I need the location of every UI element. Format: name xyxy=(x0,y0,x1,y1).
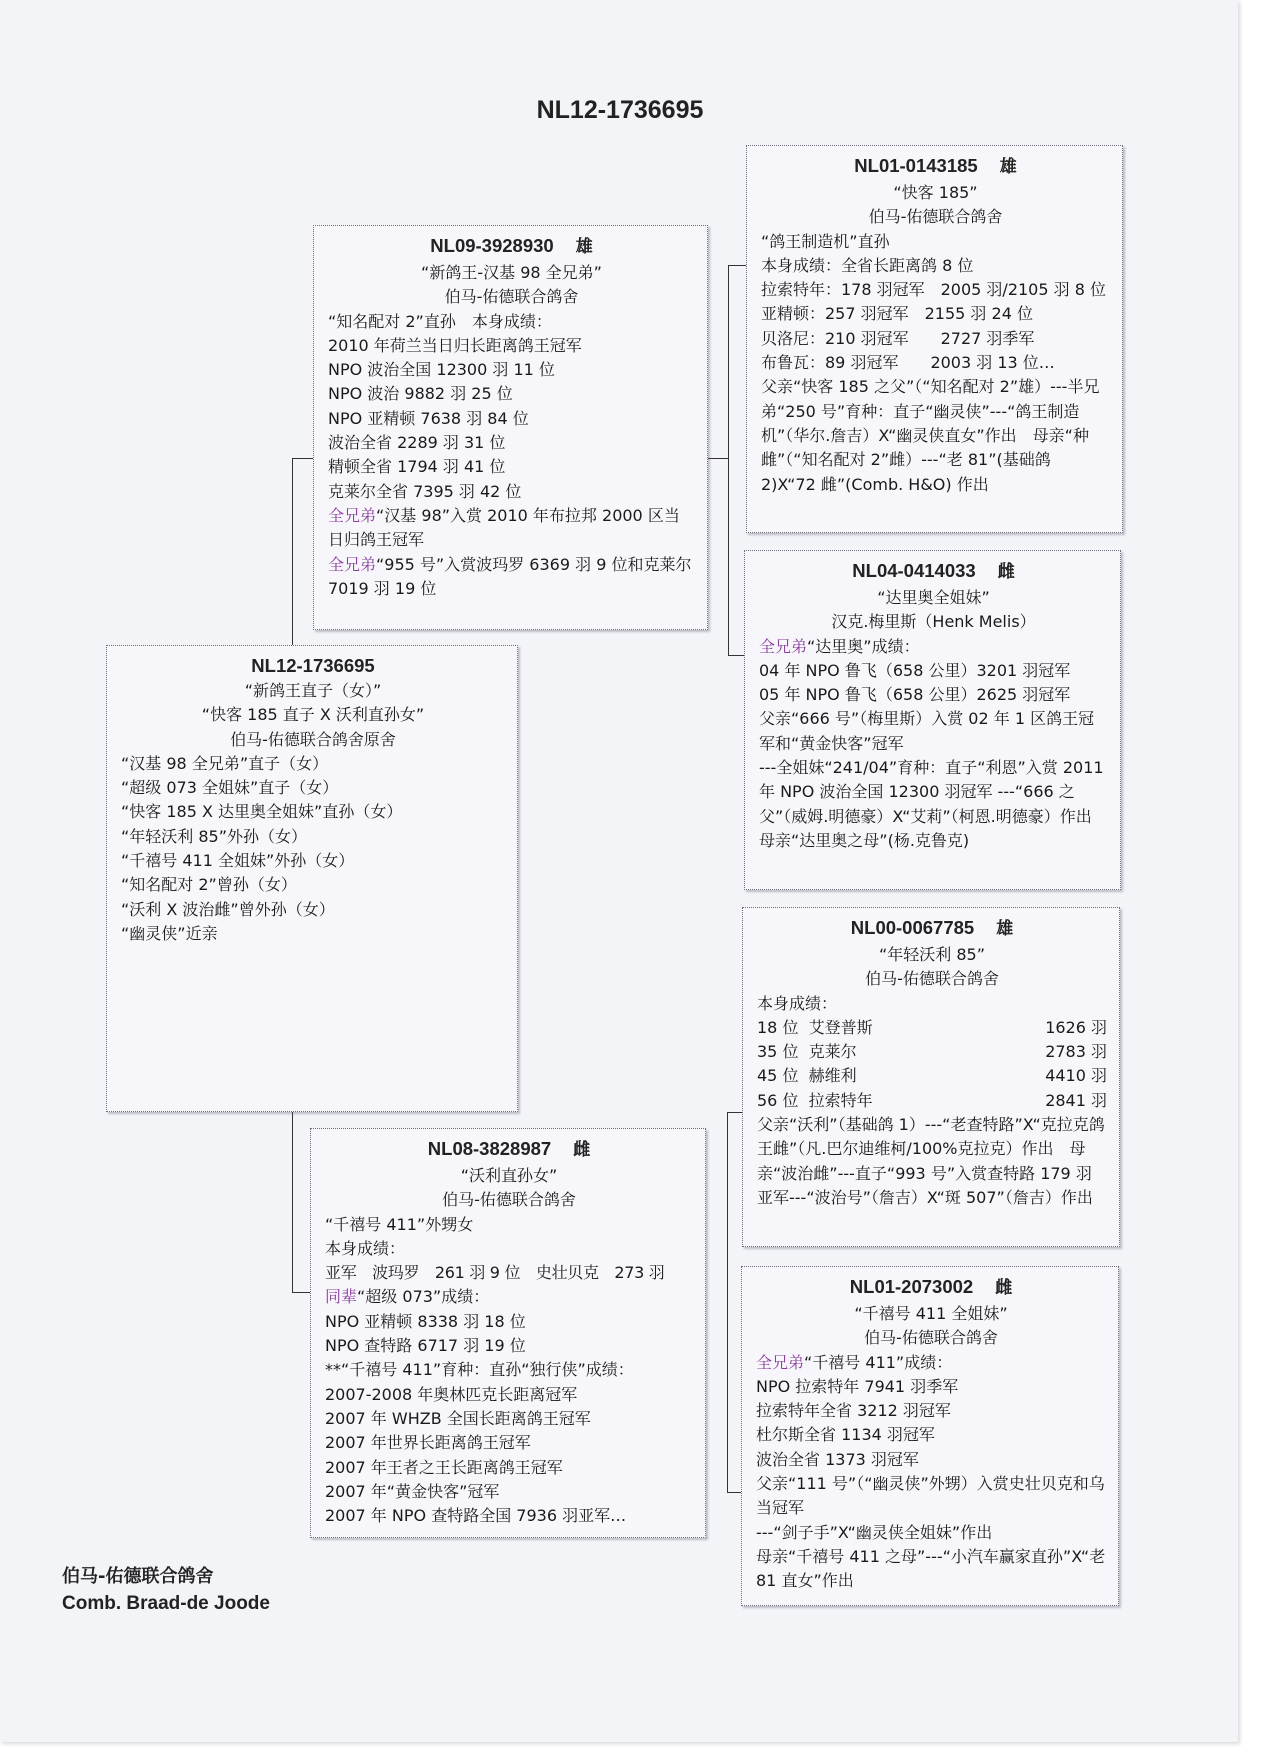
connector-subject-dam-horizontal xyxy=(292,1292,310,1293)
dam-dam-sibling-result xyxy=(756,1351,1106,1375)
dam-sex: 雌 xyxy=(573,1140,591,1160)
subject-line: “超级 073 全姐妹”直子（女） xyxy=(121,778,339,798)
race-birds: 4410 羽 xyxy=(1045,1066,1107,1086)
dam-sibling-label: 同辈 xyxy=(325,1287,358,1307)
connector-subject-sire-vertical xyxy=(292,458,293,645)
dam-line: **“千禧号 411”育种：直孙“独行侠”成绩： xyxy=(325,1360,634,1380)
sire-card xyxy=(313,225,708,630)
subject-ring-number: NL12-1736695 xyxy=(251,655,375,676)
dam-sire-ring-number: NL00-0067785 xyxy=(850,917,975,938)
sire-line: NPO 波治 9882 羽 25 位 xyxy=(328,384,513,404)
dam-line: 2007-2008 年奥林匹克长距离冠军 xyxy=(325,1384,578,1404)
sire-line: NPO 亚精顿 7638 羽 84 位 xyxy=(328,408,529,428)
breeder-name-en: Comb. Braad-de Joode xyxy=(62,1593,270,1614)
dam-dam-ring-number: NL01-2073002 xyxy=(849,1276,974,1297)
race-result-row xyxy=(757,1016,1107,1040)
dam-dam-card xyxy=(741,1266,1119,1606)
race-result-row xyxy=(757,1064,1107,1088)
race-position: 56 位 xyxy=(757,1090,799,1110)
sire-sire-owner: 伯马-佑德联合鸽舍 xyxy=(868,207,1003,227)
sire-sire-ring-number: NL01-0143185 xyxy=(854,155,978,176)
dam-dam-name: “千禧号 411 全姐妹” xyxy=(854,1304,1008,1323)
sire-ring-number: NL09-3928930 xyxy=(430,235,554,256)
page-title: NL12-1736695 xyxy=(536,96,704,124)
sire-owner: 伯马-佑德联合鸽舍 xyxy=(444,287,579,307)
subject-line: “沃利 X 波治雌”曾外孙（女） xyxy=(121,899,335,919)
breeder-signature xyxy=(62,1563,270,1617)
dam-dam-line: ---“剑子手”X“幽灵侠全姐妹”作出 xyxy=(756,1522,993,1542)
dam-dam-owner: 伯马-佑德联合鸽舍 xyxy=(864,1328,998,1348)
race-name: 赫维利 xyxy=(808,1066,857,1086)
connector-sire-parents-vertical xyxy=(728,265,729,655)
sire-sibling-result xyxy=(328,553,695,602)
sire-sire-name: “快客 185” xyxy=(893,183,978,202)
sire-name: “新鸽王-汉基 98 全兄弟” xyxy=(421,263,602,282)
connector-subject-sire-horizontal xyxy=(292,458,313,459)
sire-line: 波治全省 2289 羽 31 位 xyxy=(328,433,506,453)
sire-dam-name: “达里奥全姐妹” xyxy=(877,588,990,607)
dam-sire-results-intro: 本身成绩： xyxy=(757,993,838,1013)
sire-dam-sibling-text: “达里奥”成绩： xyxy=(807,636,920,656)
sire-sibling-text: “955 号”入赏波玛罗 6369 羽 9 位和克莱尔 7019 羽 19 位 xyxy=(328,554,692,598)
sire-line: 2010 年荷兰当日归长距离鸽王冠军 xyxy=(328,335,582,355)
dam-dam-sibling-label: 全兄弟 xyxy=(756,1352,805,1372)
dam-line: 2007 年世界长距离鸽王冠军 xyxy=(325,1433,531,1453)
sire-sire-pedigree: 父亲“快客 185 之父”（“知名配对 2”雄）---半兄弟“250 号”育种：直子“幽灵侠”---“鸽王制造机”（华尔.詹吉）X“幽灵侠直女”作出 母亲“种雌”（“知名配对 2”雌）---“老 81”(基础鸽 2)X“72 雌”(Comb. H&O) 作出 xyxy=(761,377,1100,494)
connector-ss-horizontal xyxy=(728,265,746,266)
subject-line: “知名配对 2”曾孙（女） xyxy=(121,875,297,895)
sire-sibling-label: 全兄弟 xyxy=(328,505,377,525)
dam-line: 2007 年 NPO 查特路全国 7936 羽亚军… xyxy=(325,1506,627,1526)
dam-name: “沃利直孙女” xyxy=(460,1166,558,1185)
sire-dam-sibling-result xyxy=(759,635,1108,659)
sire-dam-line: 04 年 NPO 鲁飞（658 公里）3201 羽冠军 xyxy=(759,660,1071,680)
sire-dam-sex: 雌 xyxy=(997,562,1015,582)
dam-dam-line: 父亲“111 号”（“幽灵侠”外甥）入赏史壮贝克和乌当冠军 xyxy=(756,1474,1105,1518)
subject-line: “幽灵侠”近亲 xyxy=(121,923,218,943)
sire-dam-line: 05 年 NPO 鲁飞（658 公里）2625 羽冠军 xyxy=(759,685,1071,705)
sire-sibling-text: “汉基 98”入赏 2010 年布拉邦 2000 区当日归鸽王冠军 xyxy=(328,505,680,550)
race-position: 45 位 xyxy=(757,1066,799,1086)
dam-dam-line: NPO 拉索特年 7941 羽季军 xyxy=(756,1376,959,1396)
dam-ring-number: NL08-3828987 xyxy=(427,1138,552,1159)
dam-sire-sex: 雄 xyxy=(996,919,1014,939)
race-result-row xyxy=(757,1089,1107,1113)
dam-card xyxy=(310,1128,706,1538)
subject-card xyxy=(106,645,518,1112)
race-name: 艾登普斯 xyxy=(808,1017,873,1037)
dam-line: 2007 年王者之王长距离鸽王冠军 xyxy=(325,1457,563,1477)
race-position: 35 位 xyxy=(757,1042,799,1062)
sire-sibling-result xyxy=(328,504,695,553)
dam-owner: 伯马-佑德联合鸽舍 xyxy=(442,1190,576,1210)
sire-dam-ring-number: NL04-0414033 xyxy=(852,560,976,581)
dam-dam-sex: 雌 xyxy=(995,1278,1013,1298)
dam-line: 本身成绩： xyxy=(325,1238,406,1258)
subject-name: “新鸽王直子（女）” xyxy=(244,681,382,700)
dam-line: NPO 查特路 6717 羽 19 位 xyxy=(325,1336,526,1356)
dam-line: “千禧号 411”外甥女 xyxy=(325,1214,474,1234)
dam-line: 2007 年 WHZB 全国长距离鸽王冠军 xyxy=(325,1408,591,1428)
dam-line: NPO 亚精顿 8338 羽 18 位 xyxy=(325,1311,526,1331)
dam-dam-line: 杜尔斯全省 1134 羽冠军 xyxy=(756,1425,935,1445)
sire-ring-header xyxy=(328,232,695,261)
dam-sire-card xyxy=(742,907,1120,1247)
sire-sibling-label: 全兄弟 xyxy=(328,554,377,574)
sire-sire-line: “鸽王制造机”直孙 xyxy=(761,231,890,251)
subject-line: “千禧号 411 全姐妹”外孙（女） xyxy=(121,851,355,871)
dam-line: 亚军 波玛罗 261 羽 9 位 史壮贝克 273 羽 xyxy=(325,1263,665,1283)
subject-line: “快客 185 X 达里奥全姐妹”直孙（女） xyxy=(121,802,403,822)
sire-dam-line: ---全姐妹“241/04”育种：直子“利恩”入赏 2011 年 NPO 波治全国 12300 羽冠军 ---“666 之父”（威姆.明德豪）X“艾莉”（柯恩.明德豪）作出 xyxy=(759,758,1104,826)
dam-dam-line: 拉索特年全省 3212 羽冠军 xyxy=(756,1401,951,1421)
dam-dam-ring-header xyxy=(756,1273,1106,1302)
dam-ring-header xyxy=(325,1135,693,1164)
subject-cross: “快客 185 直子 X 沃利直孙女” xyxy=(201,705,425,725)
race-birds: 2783 羽 xyxy=(1045,1042,1107,1062)
dam-sire-pedigree: 父亲“沃利”（基础鸽 1）---“老查特路”X“克拉克鸽王雌”（凡.巴尔迪维柯/100%克拉克）作出 母亲“波治雌”---直子“993 号”入赏查特路 179 羽亚军---“波治号”（詹吉）X“斑 507”（詹吉）作出 xyxy=(757,1115,1105,1207)
dam-sire-ring-header xyxy=(757,914,1107,943)
connector-dam-parents-vertical xyxy=(727,1112,728,1492)
dam-sire-owner: 伯马-佑德联合鸽舍 xyxy=(865,969,999,989)
dam-line: 2007 年“黄金快客”冠军 xyxy=(325,1481,500,1501)
sire-dam-line: 母亲“达里奥之母”(杨.克鲁克) xyxy=(759,830,970,850)
dam-sire-name: “年轻沃利 85” xyxy=(878,945,986,964)
sire-line: 克莱尔全省 7395 羽 42 位 xyxy=(328,481,522,501)
race-name: 拉索特年 xyxy=(808,1090,873,1110)
sire-line: “知名配对 2”直孙 本身成绩： xyxy=(328,311,552,331)
subject-owner: 伯马-佑德联合鸽舍原舍 xyxy=(230,729,396,749)
sire-sire-line: 本身成绩：全省长距离鸽 8 位 xyxy=(761,255,974,275)
race-name: 克莱尔 xyxy=(808,1042,857,1062)
subject-line: “年轻沃利 85”外孙（女） xyxy=(121,826,308,846)
sire-line: 精顿全省 1794 羽 41 位 xyxy=(328,457,506,477)
sire-line: NPO 波治全国 12300 羽 11 位 xyxy=(328,360,555,380)
dam-dam-line: 波治全省 1373 羽冠军 xyxy=(756,1449,919,1469)
connector-dd-horizontal xyxy=(727,1492,741,1493)
dam-sibling-text: “超级 073”成绩： xyxy=(357,1287,490,1307)
sire-sex: 雄 xyxy=(575,237,593,257)
sire-sire-line: 布鲁瓦：89 羽冠军 2003 羽 13 位… xyxy=(761,353,1055,373)
sire-sire-line: 贝洛尼：210 羽冠军 2727 羽季军 xyxy=(761,328,1035,348)
sire-sire-sex: 雄 xyxy=(999,157,1017,177)
connector-subject-dam-vertical xyxy=(292,1112,293,1292)
sire-dam-ring-header xyxy=(759,557,1108,586)
race-birds: 2841 羽 xyxy=(1045,1090,1107,1110)
sire-sire-ring-header xyxy=(761,152,1110,181)
dam-sibling-result xyxy=(325,1285,693,1309)
race-position: 18 位 xyxy=(757,1017,799,1037)
sire-sire-line: 拉索特年：178 羽冠军 2005 羽/2105 羽 8 位 亚精顿：257 羽冠军 2155 羽 24 位 xyxy=(761,280,1122,324)
sire-dam-line: 父亲“666 号”（梅里斯）入赏 02 年 1 区鸽王冠军和“黄金快客”冠军 xyxy=(759,709,1095,753)
race-result-row xyxy=(757,1040,1107,1064)
subject-line: “汉基 98 全兄弟”直子（女） xyxy=(121,753,329,773)
race-birds: 1626 羽 xyxy=(1045,1017,1107,1037)
sire-dam-sibling-label: 全兄弟 xyxy=(759,636,808,656)
sire-dam-owner: 汉克.梅里斯（Henk Melis） xyxy=(831,612,1036,632)
sire-dam-card xyxy=(744,550,1121,890)
sire-sire-card xyxy=(746,145,1123,533)
breeder-name-cn: 伯马-佑德联合鸽舍 xyxy=(62,1566,214,1587)
connector-ds-horizontal xyxy=(727,1112,742,1113)
dam-dam-line: 母亲“千禧号 411 之母”---“小汽车赢家直孙”X“老 81 直女”作出 xyxy=(756,1546,1106,1591)
dam-dam-sibling-text: “千禧号 411”成绩： xyxy=(804,1352,953,1372)
connector-sire-stem xyxy=(708,458,729,459)
